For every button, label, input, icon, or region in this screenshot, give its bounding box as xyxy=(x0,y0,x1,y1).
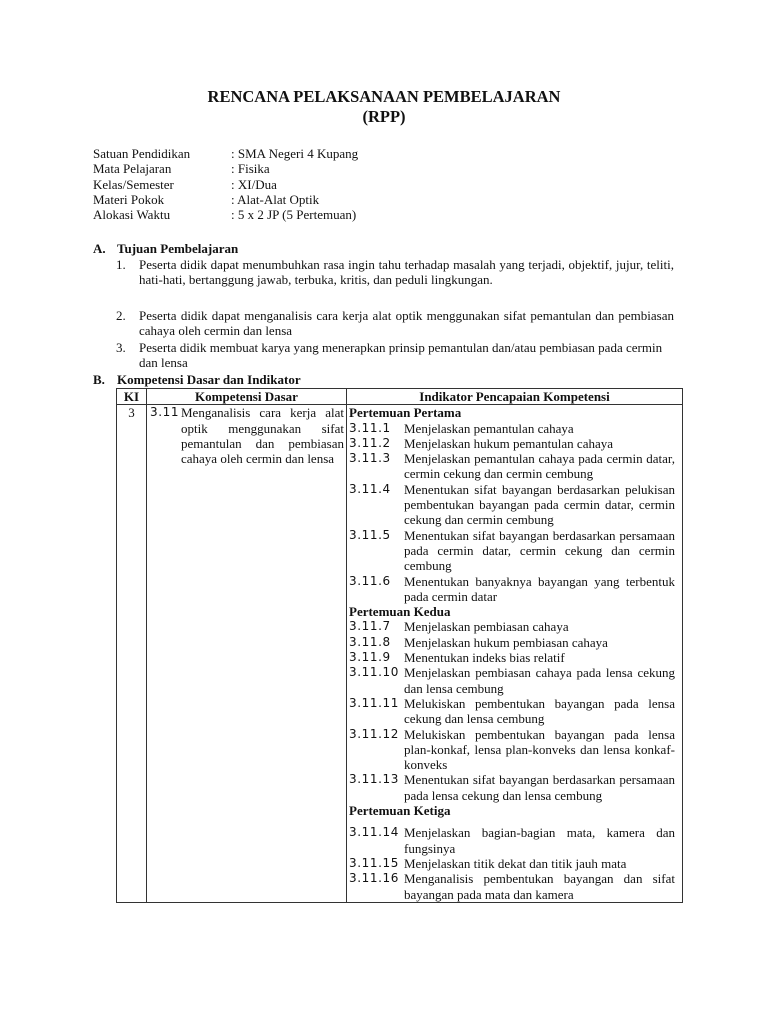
indicator-text: Menganalisis pembentukan bayangan dan sifat bayangan pada mata dan kamera xyxy=(404,871,675,902)
info-label: Kelas/Semester xyxy=(93,176,174,192)
objective-item xyxy=(116,257,674,288)
indicator-text: Menjelaskan pemantulan cahaya xyxy=(404,420,574,436)
indicator-text: Menentukan banyaknya bayangan yang terbentuk pada cermin datar xyxy=(404,573,675,604)
indicator-text: Melukiskan pembentukan bayangan pada lensa plan-konkaf, lensa plan-konveks dan lensa konkaf-konveks xyxy=(404,726,675,773)
indicator-code: 3.11.2 xyxy=(349,435,391,450)
indicator-item xyxy=(349,619,675,634)
indicator-text: Menjelaskan pembiasan cahaya pada lensa cekung dan lensa cembung xyxy=(404,665,675,696)
indicator-item xyxy=(349,856,675,871)
indicator-item xyxy=(349,727,675,773)
indicator-cell xyxy=(347,405,683,903)
indicator-item xyxy=(349,696,675,727)
indicator-code: 3.11.11 xyxy=(349,695,400,710)
indicator-text: Menentukan sifat bayangan berdasarkan pelukisan pembentukan bayangan pada cermin datar, cermin cekung dan cermin cembung xyxy=(404,481,675,528)
kd-code: 3.11 xyxy=(150,405,180,420)
indicator-item xyxy=(349,650,675,665)
info-label: Alokasi Waktu xyxy=(93,207,171,223)
meeting-title: Pertemuan Ketiga xyxy=(349,803,451,819)
table-row xyxy=(117,405,683,903)
indicator-item xyxy=(349,482,675,528)
indicator-item xyxy=(349,451,675,482)
info-row xyxy=(93,161,358,176)
ki-cell: 3 xyxy=(117,405,147,903)
info-row xyxy=(93,146,358,161)
indicator-item xyxy=(349,436,675,451)
meeting-title: Pertemuan Kedua xyxy=(349,604,451,620)
indicator-text: Menjelaskan titik dekat dan titik jauh mata xyxy=(404,855,627,871)
indicator-code: 3.11.10 xyxy=(349,665,400,680)
section-a-heading xyxy=(93,241,238,256)
indicator-item xyxy=(349,871,675,902)
section-b-heading xyxy=(93,372,301,387)
header-ki: KI xyxy=(117,389,147,405)
indicator-text: Menentukan sifat bayangan berdasarkan persamaan pada cermin datar, cermin cekung dan cermin cembung xyxy=(404,527,675,574)
info-label: Materi Pokok xyxy=(93,191,165,207)
indicator-item xyxy=(349,825,675,856)
indicator-code: 3.11.16 xyxy=(349,871,400,886)
info-value: : SMA Negeri 4 Kupang xyxy=(231,146,359,161)
identity-block xyxy=(93,146,358,222)
section-letter: A. xyxy=(93,241,106,256)
info-row xyxy=(93,177,358,192)
objective-number: 2. xyxy=(116,308,126,323)
indicator-text: Melukiskan pembentukan bayangan pada lensa cekung dan lensa cembung xyxy=(404,695,675,727)
info-row xyxy=(93,207,358,222)
info-value: : XI/Dua xyxy=(231,176,277,192)
header-indicator: Indikator Pencapaian Kompetensi xyxy=(347,389,683,405)
indicator-item xyxy=(349,772,675,803)
indicator-code: 3.11.5 xyxy=(349,527,391,542)
indicator-text: Menjelaskan hukum pemantulan cahaya xyxy=(404,435,614,451)
indicator-code: 3.11.1 xyxy=(349,420,391,435)
document-title: RENCANA PELAKSANAAN PEMBELAJARAN xyxy=(207,87,561,106)
indicator-item xyxy=(349,421,675,436)
indicator-item xyxy=(349,635,675,650)
indicator-code: 3.11.13 xyxy=(349,772,400,787)
indicator-code: 3.11.3 xyxy=(349,451,391,466)
info-label: Satuan Pendidikan xyxy=(93,146,191,161)
indicator-code: 3.11.14 xyxy=(349,825,400,840)
header-kd: Kompetensi Dasar xyxy=(147,389,347,405)
objective-item xyxy=(116,340,674,371)
meeting-title: Pertemuan Pertama xyxy=(349,405,462,421)
info-value: : Alat-Alat Optik xyxy=(231,191,320,207)
indicator-code: 3.11.4 xyxy=(349,481,391,496)
info-value: : 5 x 2 JP (5 Pertemuan) xyxy=(231,207,357,223)
indicator-item xyxy=(349,665,675,696)
info-value: : Fisika xyxy=(231,161,270,177)
indicator-code: 3.11.9 xyxy=(349,650,391,665)
indicator-text: Menjelaskan pemantulan cahaya pada cermin datar, cermin cekung dan cermin cembung xyxy=(404,451,675,482)
section-title: Tujuan Pembelajaran xyxy=(117,241,239,256)
indicator-text: Menjelaskan hukum pembiasan cahaya xyxy=(404,634,608,650)
indicator-text: Menentukan indeks bias relatif xyxy=(404,650,565,666)
objective-number: 1. xyxy=(116,257,126,272)
indicator-item xyxy=(349,574,675,605)
section-title: Kompetensi Dasar dan Indikator xyxy=(117,372,301,387)
section-letter: B. xyxy=(93,372,105,387)
info-label: Mata Pelajaran xyxy=(93,161,172,177)
document-subtitle: (RPP) xyxy=(362,107,406,126)
objective-item xyxy=(116,308,674,339)
indicator-text: Menjelaskan pembiasan cahaya xyxy=(404,619,569,635)
indicator-code: 3.11.12 xyxy=(349,726,400,741)
table-header-row xyxy=(117,389,683,405)
kd-cell xyxy=(147,405,347,903)
indicator-text: Menentukan sifat bayangan berdasarkan persamaan pada lensa cekung dan lensa cembung xyxy=(404,772,675,803)
kd-text: Menganalisis cara kerja alat optik menggunakan sifat pemantulan dan pembiasan cahaya oleh cermin dan lensa xyxy=(181,405,344,467)
indicator-code: 3.11.15 xyxy=(349,855,400,870)
competency-table xyxy=(116,388,683,903)
indicator-text: Menjelaskan bagian-bagian mata, kamera dan fungsinya xyxy=(404,825,675,856)
indicator-code: 3.11.8 xyxy=(349,634,391,649)
info-row xyxy=(93,192,358,207)
indicator-code: 3.11.6 xyxy=(349,573,391,588)
objective-text: Peserta didik dapat menumbuhkan rasa ingin tahu terhadap masalah yang terjadi, objektif, jujur, teliti, hati-hati, bertanggung jawab, terbuka, kritis, dan peduli lingkungan. xyxy=(139,257,674,288)
objective-text: Peserta didik membuat karya yang menerapkan prinsip pemantulan dan/atau pembiasan pada cermin dan lensa xyxy=(139,340,663,371)
indicator-item xyxy=(349,528,675,574)
objective-text: Peserta didik dapat menganalisis cara kerja alat optik menggunakan sifat pemantulan dan pembiasan cahaya oleh cermin dan lensa xyxy=(139,308,674,339)
indicator-code: 3.11.7 xyxy=(349,619,391,634)
objective-number: 3. xyxy=(116,340,126,355)
